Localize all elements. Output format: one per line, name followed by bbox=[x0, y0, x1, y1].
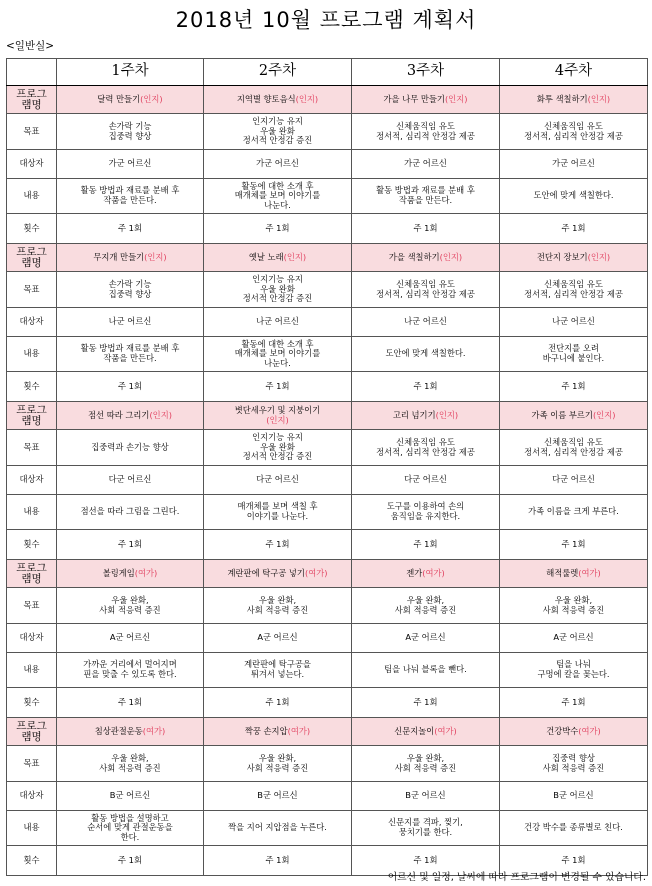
content-cell: 팀을 나눠 구멍에 칼을 꽂는다. bbox=[500, 653, 648, 688]
target-cell: B군 어르신 bbox=[57, 782, 204, 811]
header-corner bbox=[7, 59, 57, 86]
header-row bbox=[7, 59, 648, 86]
row-label-goal: 목표 bbox=[7, 114, 57, 150]
week-header: 1주차 bbox=[57, 59, 204, 86]
row-label-goal: 목표 bbox=[7, 588, 57, 624]
row-label-content: 내용 bbox=[7, 179, 57, 214]
goal-cell: 우울 완화, 사회 적응력 증진 bbox=[500, 588, 648, 624]
program-name: 화투 색칠하기 bbox=[536, 93, 588, 104]
row-label-program: 프로그 램명 bbox=[7, 402, 57, 430]
program-category: (여가) bbox=[142, 725, 166, 736]
program-category: (인지) bbox=[435, 409, 459, 420]
goal-row bbox=[7, 588, 648, 624]
goal-cell: 우울 완화, 사회 적응력 증진 bbox=[57, 746, 204, 782]
row-label-target: 대상자 bbox=[7, 782, 57, 811]
row-label-content: 내용 bbox=[7, 495, 57, 530]
program-category: (여가) bbox=[287, 725, 311, 736]
program-name-cell bbox=[500, 718, 648, 746]
target-cell: 다군 어르신 bbox=[500, 466, 648, 495]
target-row bbox=[7, 624, 648, 653]
goal-row bbox=[7, 430, 648, 466]
program-row bbox=[7, 560, 648, 588]
content-cell: 전단지를 오려 바구니에 붙인다. bbox=[500, 337, 648, 372]
program-name-cell bbox=[57, 718, 204, 746]
program-name: 전단지 장보기 bbox=[536, 251, 588, 262]
content-cell: 도안에 맞게 색칠한다. bbox=[352, 337, 500, 372]
program-category: (인지) bbox=[444, 93, 468, 104]
row-label-target: 대상자 bbox=[7, 466, 57, 495]
target-row bbox=[7, 782, 648, 811]
program-name: 계란판에 탁구공 넣기 bbox=[227, 567, 305, 578]
frequency-cell: 주 1회 bbox=[352, 372, 500, 402]
content-cell: 건강 박수를 종류별로 친다. bbox=[500, 811, 648, 846]
program-name-cell bbox=[57, 244, 204, 272]
program-category: (여가) bbox=[578, 567, 601, 578]
goal-cell: 인지기능 유지 우울 완화 정서적 안정감 증진 bbox=[204, 114, 352, 150]
goal-cell: 신체움직임 유도 정서적, 심리적 안정감 제공 bbox=[352, 430, 500, 466]
program-category: (여가) bbox=[434, 725, 457, 736]
program-row bbox=[7, 86, 648, 114]
program-category: (여가) bbox=[422, 567, 445, 578]
program-category: (여가) bbox=[134, 567, 158, 578]
content-row bbox=[7, 337, 648, 372]
content-cell: 가까운 거리에서 멀어지며 핀을 맞출 수 있도록 한다. bbox=[57, 653, 204, 688]
frequency-cell: 주 1회 bbox=[352, 214, 500, 244]
frequency-cell: 주 1회 bbox=[204, 372, 352, 402]
program-category: (여가) bbox=[304, 567, 328, 578]
target-cell: 다군 어르신 bbox=[204, 466, 352, 495]
goal-cell: 신체움직임 유도 정서적, 심리적 안정감 제공 bbox=[352, 272, 500, 308]
program-name: 건강박수 bbox=[546, 725, 579, 736]
frequency-cell: 주 1회 bbox=[352, 846, 500, 876]
program-name: 젠가 bbox=[406, 567, 423, 578]
row-label-target: 대상자 bbox=[7, 150, 57, 179]
frequency-cell: 주 1회 bbox=[57, 372, 204, 402]
row-label-frequency: 횟수 bbox=[7, 688, 57, 718]
program-category: (여가) bbox=[578, 725, 601, 736]
week-header: 3주차 bbox=[352, 59, 500, 86]
target-cell: 가군 어르신 bbox=[352, 150, 500, 179]
row-label-goal: 목표 bbox=[7, 430, 57, 466]
goal-cell: 인지기능 유지 우울 완화 정서적 안정감 증진 bbox=[204, 272, 352, 308]
goal-cell: 신체움직임 유도 정서적, 심리적 안정감 제공 bbox=[500, 430, 648, 466]
goal-cell: 신체움직임 유도 정서적, 심리적 안정감 제공 bbox=[500, 114, 648, 150]
content-cell: 도안에 맞게 색칠한다. bbox=[500, 179, 648, 214]
target-cell: 다군 어르신 bbox=[57, 466, 204, 495]
program-name-cell bbox=[500, 560, 648, 588]
content-cell: 계란판에 탁구공을 튀겨서 넣는다. bbox=[204, 653, 352, 688]
target-cell: 나군 어르신 bbox=[500, 308, 648, 337]
content-cell: 활동 방법과 재료를 분배 후 작품을 만든다. bbox=[57, 337, 204, 372]
row-label-content: 내용 bbox=[7, 811, 57, 846]
goal-row bbox=[7, 746, 648, 782]
program-name: 옛날 노래 bbox=[248, 251, 284, 262]
program-category: (인지) bbox=[592, 409, 616, 420]
goal-cell: 집중력과 손기능 향상 bbox=[57, 430, 204, 466]
content-cell: 도구를 이용하여 손의 움직임을 유지한다. bbox=[352, 495, 500, 530]
program-name: 고리 넘기기 bbox=[392, 409, 436, 420]
program-category: (인지) bbox=[295, 93, 319, 104]
content-cell: 활동 방법과 재료를 분배 후 작품을 만든다. bbox=[57, 179, 204, 214]
target-cell: 나군 어르신 bbox=[352, 308, 500, 337]
goal-cell: 우울 완화, 사회 적응력 증진 bbox=[352, 746, 500, 782]
content-cell: 활동에 대한 소개 후 매개체를 보며 이야기를 나눈다. bbox=[204, 179, 352, 214]
content-cell: 점선을 따라 그림을 그린다. bbox=[57, 495, 204, 530]
program-name-cell bbox=[204, 244, 352, 272]
content-cell: 활동에 대한 소개 후 매개체를 보며 이야기를 나눈다. bbox=[204, 337, 352, 372]
target-cell: A군 어르신 bbox=[500, 624, 648, 653]
frequency-row bbox=[7, 530, 648, 560]
program-category: (인지) bbox=[283, 251, 307, 262]
row-label-frequency: 횟수 bbox=[7, 214, 57, 244]
goal-cell: 우울 완화, 사회 적응력 증진 bbox=[57, 588, 204, 624]
week-header: 4주차 bbox=[500, 59, 648, 86]
frequency-row bbox=[7, 214, 648, 244]
program-name-cell bbox=[204, 718, 352, 746]
program-name: 신문지놀이 bbox=[394, 725, 435, 736]
frequency-cell: 주 1회 bbox=[204, 214, 352, 244]
goal-row bbox=[7, 272, 648, 308]
goal-cell: 집중력 향상 사회 적응력 증진 bbox=[500, 746, 648, 782]
program-name: 가족 이름 부르기 bbox=[531, 409, 593, 420]
target-cell: 가군 어르신 bbox=[500, 150, 648, 179]
target-cell: B군 어르신 bbox=[352, 782, 500, 811]
content-row bbox=[7, 653, 648, 688]
row-label-frequency: 횟수 bbox=[7, 846, 57, 876]
program-category: (인지) bbox=[266, 414, 289, 425]
program-category: (인지) bbox=[587, 93, 611, 104]
program-name: 가을 색칠하기 bbox=[388, 251, 440, 262]
content-cell: 가족 이름을 크게 부른다. bbox=[500, 495, 648, 530]
row-label-program: 프로그 램명 bbox=[7, 244, 57, 272]
content-cell: 활동 방법과 재료를 분배 후 작품을 만든다. bbox=[352, 179, 500, 214]
row-label-target: 대상자 bbox=[7, 308, 57, 337]
program-name: 지역별 향토음식 bbox=[236, 93, 296, 104]
program-row bbox=[7, 402, 648, 430]
frequency-cell: 주 1회 bbox=[500, 530, 648, 560]
row-label-frequency: 횟수 bbox=[7, 530, 57, 560]
content-row bbox=[7, 811, 648, 846]
room-label: <일반실> bbox=[6, 40, 55, 52]
row-label-program: 프로그 램명 bbox=[7, 86, 57, 114]
content-row bbox=[7, 179, 648, 214]
frequency-cell: 주 1회 bbox=[57, 846, 204, 876]
program-name-cell bbox=[57, 86, 204, 114]
frequency-row bbox=[7, 372, 648, 402]
program-name: 무지개 만들기 bbox=[93, 251, 145, 262]
program-name-cell bbox=[57, 402, 204, 430]
program-name-cell bbox=[500, 244, 648, 272]
program-category: (인지) bbox=[439, 251, 463, 262]
target-cell: 가군 어르신 bbox=[204, 150, 352, 179]
frequency-cell: 주 1회 bbox=[500, 688, 648, 718]
program-name: 해적룰렛 bbox=[546, 567, 579, 578]
frequency-cell: 주 1회 bbox=[352, 530, 500, 560]
row-label-program: 프로그 램명 bbox=[7, 560, 57, 588]
program-name: 볼링게임 bbox=[102, 567, 135, 578]
program-name: 가을 나무 만들기 bbox=[383, 93, 445, 104]
program-name-cell bbox=[500, 86, 648, 114]
row-label-frequency: 횟수 bbox=[7, 372, 57, 402]
target-cell: 다군 어르신 bbox=[352, 466, 500, 495]
program-name-cell bbox=[352, 86, 500, 114]
target-cell: B군 어르신 bbox=[204, 782, 352, 811]
target-row bbox=[7, 150, 648, 179]
program-category: (인지) bbox=[140, 93, 163, 104]
target-cell: A군 어르신 bbox=[204, 624, 352, 653]
content-cell: 매개체를 보며 색칠 후 이야기를 나눈다. bbox=[204, 495, 352, 530]
target-cell: 나군 어르신 bbox=[204, 308, 352, 337]
target-cell: A군 어르신 bbox=[352, 624, 500, 653]
goal-cell: 손가락 기능 집중력 향상 bbox=[57, 114, 204, 150]
frequency-cell: 주 1회 bbox=[500, 372, 648, 402]
program-category: (인지) bbox=[149, 409, 172, 420]
footer-note: 어르신 및 일정, 날씨에 따라 프로그램이 변경될 수 있습니다. bbox=[387, 872, 646, 883]
program-name: 짝꿍 손지압 bbox=[244, 725, 288, 736]
program-name: 침상관절운동 bbox=[94, 725, 143, 736]
frequency-cell: 주 1회 bbox=[204, 688, 352, 718]
frequency-cell: 주 1회 bbox=[57, 530, 204, 560]
row-label-content: 내용 bbox=[7, 337, 57, 372]
program-plan-table bbox=[6, 58, 648, 876]
row-label-goal: 목표 bbox=[7, 272, 57, 308]
row-label-goal: 목표 bbox=[7, 746, 57, 782]
program-name-cell bbox=[57, 560, 204, 588]
target-cell: 가군 어르신 bbox=[57, 150, 204, 179]
frequency-cell: 주 1회 bbox=[204, 530, 352, 560]
program-name: 점선 따라 그리기 bbox=[88, 409, 150, 420]
goal-cell: 우울 완화, 사회 적응력 증진 bbox=[352, 588, 500, 624]
frequency-row bbox=[7, 688, 648, 718]
target-cell: A군 어르신 bbox=[57, 624, 204, 653]
target-row bbox=[7, 466, 648, 495]
content-row bbox=[7, 495, 648, 530]
frequency-cell: 주 1회 bbox=[57, 214, 204, 244]
program-name: 달력 만들기 bbox=[97, 93, 141, 104]
program-name-cell bbox=[204, 86, 352, 114]
content-cell: 활동 방법을 설명하고 순서에 맞게 관절운동을 한다. bbox=[57, 811, 204, 846]
frequency-cell: 주 1회 bbox=[352, 688, 500, 718]
target-cell: 나군 어르신 bbox=[57, 308, 204, 337]
program-category: (인지) bbox=[587, 251, 611, 262]
goal-cell: 손가락 기능 집중력 향상 bbox=[57, 272, 204, 308]
program-name-cell bbox=[204, 402, 352, 430]
program-name: 볏단세우기 및 지붕이기 bbox=[234, 404, 321, 415]
program-name-cell bbox=[204, 560, 352, 588]
frequency-cell: 주 1회 bbox=[500, 214, 648, 244]
target-row bbox=[7, 308, 648, 337]
program-name-cell bbox=[352, 244, 500, 272]
goal-row bbox=[7, 114, 648, 150]
goal-cell: 인지기능 유지 우울 완화 정서적 안정감 증진 bbox=[204, 430, 352, 466]
row-label-program: 프로그 램명 bbox=[7, 718, 57, 746]
content-cell: 팀을 나눠 블록을 뺀다. bbox=[352, 653, 500, 688]
program-row bbox=[7, 244, 648, 272]
program-name-cell bbox=[352, 402, 500, 430]
frequency-cell: 주 1회 bbox=[500, 846, 648, 876]
content-cell: 짝을 지어 지압점을 누른다. bbox=[204, 811, 352, 846]
frequency-cell: 주 1회 bbox=[57, 688, 204, 718]
goal-cell: 신체움직임 유도 정서적, 심리적 안정감 제공 bbox=[352, 114, 500, 150]
program-category: (인지) bbox=[144, 251, 167, 262]
program-name-cell bbox=[500, 402, 648, 430]
row-label-content: 내용 bbox=[7, 653, 57, 688]
week-header: 2주차 bbox=[204, 59, 352, 86]
goal-cell: 신체움직임 유도 정서적, 심리적 안정감 제공 bbox=[500, 272, 648, 308]
goal-cell: 우울 완화, 사회 적응력 증진 bbox=[204, 746, 352, 782]
target-cell: B군 어르신 bbox=[500, 782, 648, 811]
row-label-target: 대상자 bbox=[7, 624, 57, 653]
program-name-cell bbox=[352, 560, 500, 588]
page-title: 2018년 10월 프로그램 계획서 bbox=[175, 8, 477, 32]
frequency-cell: 주 1회 bbox=[204, 846, 352, 876]
program-name-cell bbox=[352, 718, 500, 746]
content-cell: 신문지를 격파, 찢기, 뭉치기를 한다. bbox=[352, 811, 500, 846]
program-row bbox=[7, 718, 648, 746]
goal-cell: 우울 완화, 사회 적응력 증진 bbox=[204, 588, 352, 624]
